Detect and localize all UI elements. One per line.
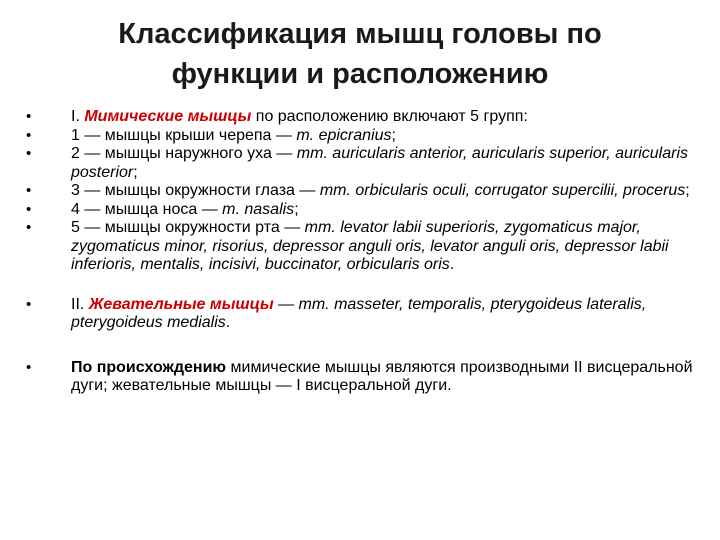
item-tail: ; — [391, 126, 396, 144]
list-item-mimic-intro — [26, 108, 698, 127]
item-tail: ; — [294, 200, 299, 218]
list-item-group-5 — [26, 219, 698, 275]
bullet-icon: • — [26, 295, 32, 313]
list-item-group-2 — [26, 145, 698, 182]
item-tail: . — [225, 314, 231, 331]
title-line-2: функции и расположению — [171, 58, 549, 90]
item-prefix: I. — [71, 108, 85, 125]
item-text: 5 — мышцы окружности рта — — [71, 219, 305, 236]
highlight-mimic-muscles: Мимические мышцы — [84, 108, 252, 125]
item-text: по расположению включают 5 групп: — [251, 108, 528, 125]
latin-terms: m. nasalis — [222, 200, 295, 218]
bullet-icon: • — [26, 358, 32, 376]
list-item-masticatory — [26, 296, 698, 333]
slide-title — [60, 14, 660, 94]
bullet-icon: • — [26, 182, 32, 199]
bullet-icon: • — [26, 145, 32, 162]
highlight-masticatory-muscles: Жевательные мышцы — [88, 295, 274, 313]
latin-terms: mm. levator labii superioris, zygomaticus major, zygomaticus minor, risorius, depressor anguli oris, levator anguli oris, depressor labii inferioris, mentalis, incisivi, buccinator, orbicularis oris — [71, 219, 669, 273]
latin-terms: mm. orbicularis oculi, corrugator supercilii, procerus — [319, 182, 686, 199]
latin-terms: m. epicranius — [296, 126, 392, 144]
bold-origin-label: По происхождению — [71, 358, 227, 376]
list-item-group-4 — [26, 201, 698, 220]
item-tail: ; — [133, 163, 138, 181]
item-text: 2 — мышцы наружного уха — — [71, 145, 297, 162]
item-text: 4 — мышца носа — — [71, 200, 223, 218]
item-text: мимические мышцы являются производными II висцеральной дуги; жевательные мышцы — I висцеральной дуги. — [71, 358, 693, 394]
item-dash: — — [273, 295, 299, 313]
item-tail: ; — [685, 182, 690, 199]
bullet-list — [26, 108, 698, 396]
item-text: 1 — мышцы крыши черепа — — [71, 126, 297, 144]
item-prefix: II. — [71, 295, 89, 313]
item-tail: . — [449, 256, 455, 273]
latin-terms: mm. masseter, temporalis, pterygoideus lateralis, pterygoideus medialis — [71, 295, 647, 331]
bullet-icon: • — [26, 108, 32, 125]
list-item-origin — [26, 359, 698, 396]
bullet-icon: • — [26, 200, 32, 218]
list-item-group-1 — [26, 127, 698, 146]
latin-terms: mm. auricularis anterior, auricularis superior, auricularis posterior — [71, 145, 688, 181]
bullet-icon: • — [26, 126, 32, 144]
item-text: 3 — мышцы окружности глаза — — [71, 182, 320, 199]
bullet-icon: • — [26, 219, 32, 236]
title-line-1: Классификация мышц головы по — [118, 18, 602, 50]
list-item-group-3 — [26, 182, 698, 201]
